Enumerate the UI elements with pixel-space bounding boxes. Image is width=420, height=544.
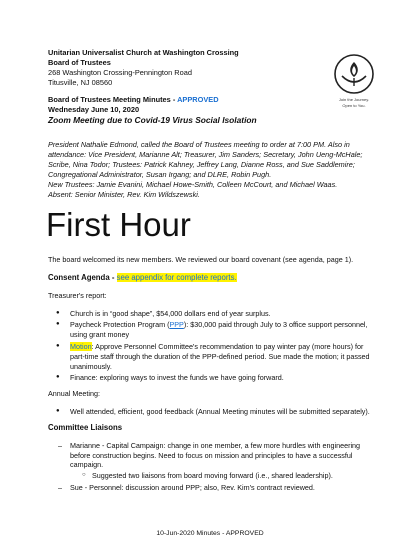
consent-agenda-label: Consent Agenda - [48,272,117,282]
logo-caption-1: Join the Journey. [338,97,370,102]
capital-campaign-text: Marianne - Capital Campaign: change in one member, a few more hurdles with engineering before construction begins. Need to focus on mission and principles to have a successful campaign. [70,440,361,470]
treasurer-list [48,309,378,384]
list-item: ● Finance: exploring ways to invest the funds we have going forward. [48,373,378,383]
new-trustees-line: New Trustees: Jamie Evanini, Michael Howe-Smith, Colleen McCourt, and Michael Waas. [48,179,338,189]
section-heading: First Hour [46,206,191,243]
list-item [48,342,378,371]
list-item [48,441,378,481]
address-line-1: 268 Washington Crossing-Pennington Road [48,68,192,77]
minutes-body [48,255,378,494]
motion-label: Motion [70,341,92,351]
address-line-2: Titusville, NJ 08560 [48,78,113,87]
annual-meeting-list [48,407,378,417]
approved-status: APPROVED [177,95,219,104]
attendance-block [48,140,378,199]
list-item: – Sue - Personnel: discussion around PPP; also, Rev. Kim's contract reviewed. [48,483,378,493]
meeting-title-text: Board of Trustees Meeting Minutes - [48,95,178,104]
committee-liaisons-heading: Committee Liaisons [48,422,123,432]
welcome-paragraph: The board welcomed its new members. We reviewed our board covenant (see agenda, page 1). [48,255,354,264]
treasurer-report-label: Treasurer's report: [48,290,107,300]
logo-caption-2: Open to You. [342,103,366,108]
zoom-note: Zoom Meeting due to Covid-19 Virus Social Isolation [48,115,257,125]
consent-agenda-heading [48,273,378,283]
page-footer: 10-Jun-2020 Minutes - APPROVED [156,530,264,537]
ppp-text-post: ): $30,000 paid through July to 3 office support personnel, using grant money [70,320,368,340]
annual-meeting-label: Annual Meeting: [48,389,100,399]
motion-text: : Approve Personnel Committee's recommendation to pay winter pay (more hours) for part-time staff through the duration of the PPP-defined period. Sue made the motion; it passed unanimously. [70,341,370,371]
church-name: Unitarian Universalist Church at Washington Crossing [48,48,239,57]
ppp-link[interactable]: PPP [169,320,184,330]
sub-list-item: ○ Suggested two liaisons from board moving forward (i.e., shared leadership). [70,471,378,481]
meeting-date: Wednesday June 10, 2020 [48,105,140,114]
appendix-link[interactable]: see appendix for complete reports. [116,272,237,282]
list-item: ● Well attended, efficient, good feedback (Annual Meeting minutes will be submitted separately). [48,407,378,417]
church-header [48,48,328,88]
ppp-text-pre: Paycheck Protection Program ( [70,320,170,330]
meeting-title-block [48,95,378,126]
chalice-icon [332,52,376,96]
meeting-title [48,95,378,105]
absent-line: Absent: Senior Minister, Rev. Kim Wildszewski. [48,189,200,199]
committee-list [48,441,378,493]
list-item [48,320,378,340]
list-item: ● Church is in “good shape”, $54,000 dollars end of year surplus. [48,309,378,319]
board-name: Board of Trustees [48,58,111,67]
sub-list [70,471,378,481]
attendance-paragraph: President Nathalie Edmond, called the Board of Trustees meeting to order at 7:00 PM. Also in attendance: Vice President, Marianne Alt; Treasurer, Jim Sanders; Secretary, John Ueng-McHale; Scribe, Nina Todor; Trustees: Patrick Kahney, Jeffrey Lang, Dianne Ross, and Sue Saddlemire; Congregational Administrator, Susan Irgang; and DLRE, Robin Pugh. [48,140,363,179]
